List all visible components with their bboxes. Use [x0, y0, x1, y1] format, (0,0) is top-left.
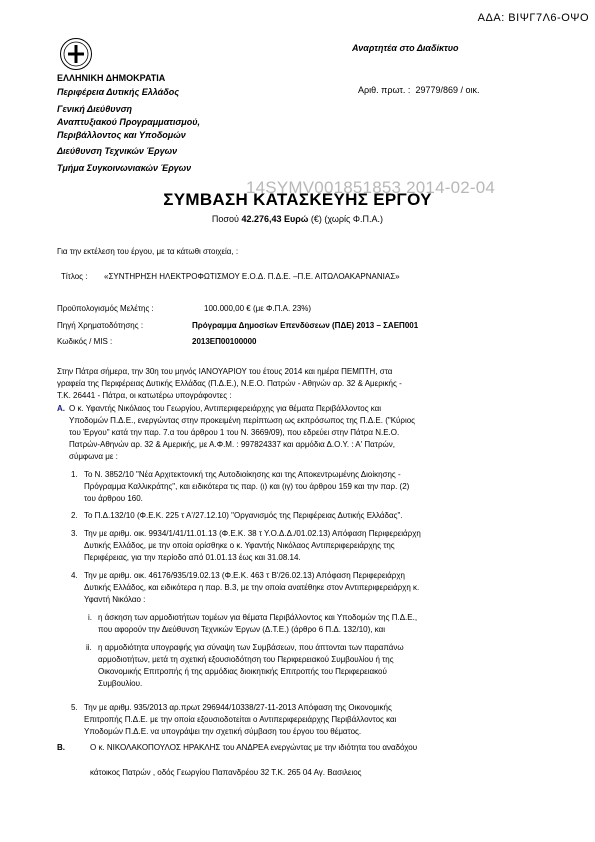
item-number: 1. [71, 470, 78, 479]
subitem-line: που αφορούν την Διεύθυνση Τεχνικών Έργων (Δ.Τ.Ε.) (άρθρο 6 Π.Δ. 132/10), και [98, 625, 386, 634]
header-republic: ΕΛΛΗΝΙΚΗ ΔΗΜΟΚΡΑΤΙΑ [57, 73, 166, 83]
registration-watermark: 14SYMV001851853 2014-02-04 [246, 178, 496, 197]
header-region: Περιφέρεια Δυτικής Ελλάδος [57, 87, 180, 97]
item-line: Υφαντή Νικόλαο : [84, 595, 146, 604]
project-title-value: «ΣΥΝΤΗΡΗΣΗ ΗΛΕΚΤΡΟΦΩΤΙΣΜΟΥ Ε.Ο.Δ. Π.Δ.Ε. –Π.Ε. ΑΙΤΩΛΟΑΚΑΡΝΑΝΙΑΣ» [104, 272, 400, 281]
subitem-number: ii. [86, 643, 92, 652]
item-line: Το Π.Δ.132/10 (Φ.Ε.Κ. 225 τ Α'/27.12.10) "Οργανισμός της Περιφέρειας Δυτικής Ελλάδας". [84, 511, 403, 520]
item-line: Το Ν. 3852/10 "Νέα Αρχιτεκτονική της Αυτοδιοίκησης και της Αποκεντρωμένης Διοίκησης - [84, 470, 401, 479]
funding-value: Πρόγραμμα Δημοσίων Επενδύσεων (ΠΔΕ) 2013 – ΣΑΕΠ001 [192, 321, 419, 330]
code-value: 2013ΕΠ00100000 [192, 337, 257, 346]
item-line: Την με αριθμ. οικ. 46176/935/19.02.13 (Φ.Ε.Κ. 463 τ Β'/26.02.13) Απόφαση Περιφερειάρχη [84, 571, 406, 580]
document-title: ΣΥΜΒΑΣΗ ΚΑΤΑΣΚΕΥΗΣ ΕΡΓΟΥ [163, 190, 432, 209]
item-line: Δυτικής Ελλάδος, με την οποία ορίσθηκε ο κ. Υφαντής Νικόλαος Αντιπεριφερειάρχης της [84, 541, 395, 550]
ada-code: ΑΔΑ: ΒΙΨΓ7Λ6-ΟΨΟ [477, 12, 589, 24]
item-number: 4. [71, 571, 78, 580]
budget-label: Προϋπολογισμός Μελέτης : [57, 304, 154, 313]
header-general-directorate-3: Περιβάλλοντος και Υποδομών [57, 130, 186, 140]
party-a-line: Ο κ. Υφαντής Νικόλαος του Γεωργίου, Αντιπεριφερειάρχης για θέματα Περιβάλλοντος και [69, 404, 382, 413]
header-department: Τμήμα Συγκοινωνιακών Έργων [57, 163, 192, 173]
opening-line-3: Τ.Κ. 26441 - Πάτρα, οι κατωτέρω υπογράφοντες : [57, 391, 232, 400]
protocol-number: Αριθ. πρωτ. : 29779/869 / οικ. [358, 85, 480, 95]
party-a-line: του Έργου" κατά την παρ. 7.α του άρθρου 1 του Ν. 3669/09), που εδρεύει στην Πάτρα Ν.Ε.Ο. [69, 428, 400, 437]
item-number: 3. [71, 529, 78, 538]
code-label: Κωδικός / MIS : [57, 337, 113, 346]
subitem-line: η αρμοδιότητα υπογραφής για σύναψη των Συμβάσεων, που άπτονται των παραπάνω [98, 643, 404, 652]
item-line: Περιφέρειας, για την περίοδο από 01.01.13 έως και 31.08.14. [84, 553, 301, 562]
greek-emblem-icon [60, 38, 92, 70]
item-number: 5. [71, 703, 78, 712]
budget-value: 100.000,00 € (με Φ.Π.Α. 23%) [204, 304, 312, 313]
project-title-label: Τίτλος : [61, 272, 88, 281]
party-a-line: σύμφωνα με : [69, 452, 118, 461]
item-line: Υποδομών Π.Δ.Ε. να υπογράψει την σχετική σύμβαση του έργου του θέματος. [84, 727, 362, 736]
item-line: Την με αριθμ. 935/2013 αρ.πρωτ 296944/10338/27-11-2013 Απόφαση της Οικονομικής [84, 703, 392, 712]
contract-amount: Ποσού 42.276,43 Ευρώ (€) (χωρίς Φ.Π.Α.) [211, 214, 384, 224]
item-line: του άρθρου 160. [84, 494, 143, 503]
subitem-line: η άσκηση των αρμοδιοτήτων τομέων για θέματα Περιβάλλοντος και Υποδομών της Π.Δ.Ε., [98, 613, 418, 622]
item-line: Πρόγραμμα Καλλικράτης", και ειδικότερα τις παρ. (ι) και (ιγ) του άρθρου 159 και την παρ. (2) [84, 482, 410, 491]
subitem-line: Συμβουλίου. [98, 679, 143, 688]
party-b-line-2: κάτοικος Πατρών , οδός Γεωργίου Παπανδρέου 32 Τ.Κ. 265 04 Αγ. Βασιλειος [90, 768, 362, 777]
party-b-marker: Β. [57, 743, 65, 752]
header-general-directorate: Γενική Διεύθυνση [57, 104, 133, 114]
party-a-line: Πατρών-Αθηνών αρ. 32 & Αμερικής, με Α.Φ.Μ. : 997824337 και αρμόδια Δ.Ο.Υ. : Α' Πατρών, [69, 440, 395, 449]
opening-line-1: Στην Πάτρα σήμερα, την 30η του μηνός ΙΑΝΟΥΑΡΙΟΥ του έτους 2014 και ημέρα ΠΕΜΠΤΗ, στα [57, 367, 393, 376]
item-line: Επιτροπής Π.Δ.Ε. με την οποία εξουσιοδοτείται ο Αντιπεριφερειάρχης Περιβάλλοντος και [84, 715, 397, 724]
item-line: Δυτικής Ελλάδος, και ειδικότερα η παρ. Β.3, με την οποία ανατέθηκε στον Αντιπεριφερειάρχη κ. [84, 583, 420, 592]
funding-label: Πηγή Χρηματοδότησης : [57, 321, 144, 330]
opening-line-2: γραφεία της Περιφέρειας Δυτικής Ελλάδας (Π.Δ.Ε.), Ν.Ε.Ο. Πατρών - Αθηνών αρ. 32 & Αμερικής - [57, 379, 402, 388]
posted-online-note: Αναρτητέα στο Διαδίκτυο [352, 43, 459, 53]
header-directorate: Διεύθυνση Τεχνικών Έργων [57, 146, 178, 156]
subitem-number: i. [88, 613, 92, 622]
subitem-line: αρμοδιοτήτων, μετά τη σχετική εξουσιοδότηση του Περιφερειακού Συμβουλίου ή της [98, 655, 394, 664]
item-number: 2. [71, 511, 78, 520]
subitem-line: Οικονομικής Επιτροπής ή της αρμόδιας διοικητικής Επιτροπής του Περιφερειακού [98, 667, 387, 676]
party-b-line-1: Ο κ. ΝΙΚΟΛΑΚΟΠΟΥΛΟΣ ΗΡΑΚΛΗΣ του ΑΝΔΡΕΑ ενεργώντας με την ιδιότητα του αναδόχου [90, 743, 418, 752]
intro-text: Για την εκτέλεση του έργου, με τα κάτωθι στοιχεία, : [57, 247, 239, 256]
party-a-line: Υποδομών Π.Δ.Ε., ενεργώντας στην προκειμένη περίπτωση ως εκπρόσωπος της Π.Δ.Ε. ("Κύριος [69, 416, 416, 425]
item-line: Την με αριθμ. οικ. 9934/1/41/11.01.13 (Φ.Ε.Κ. 38 τ Υ.Ο.Δ.Δ./01.02.13) Απόφαση Περιφερειάρχη [84, 529, 421, 538]
party-a-marker: Α. [57, 404, 65, 413]
header-general-directorate-2: Αναπτυξιακού Προγραμματισμού, [57, 117, 201, 127]
